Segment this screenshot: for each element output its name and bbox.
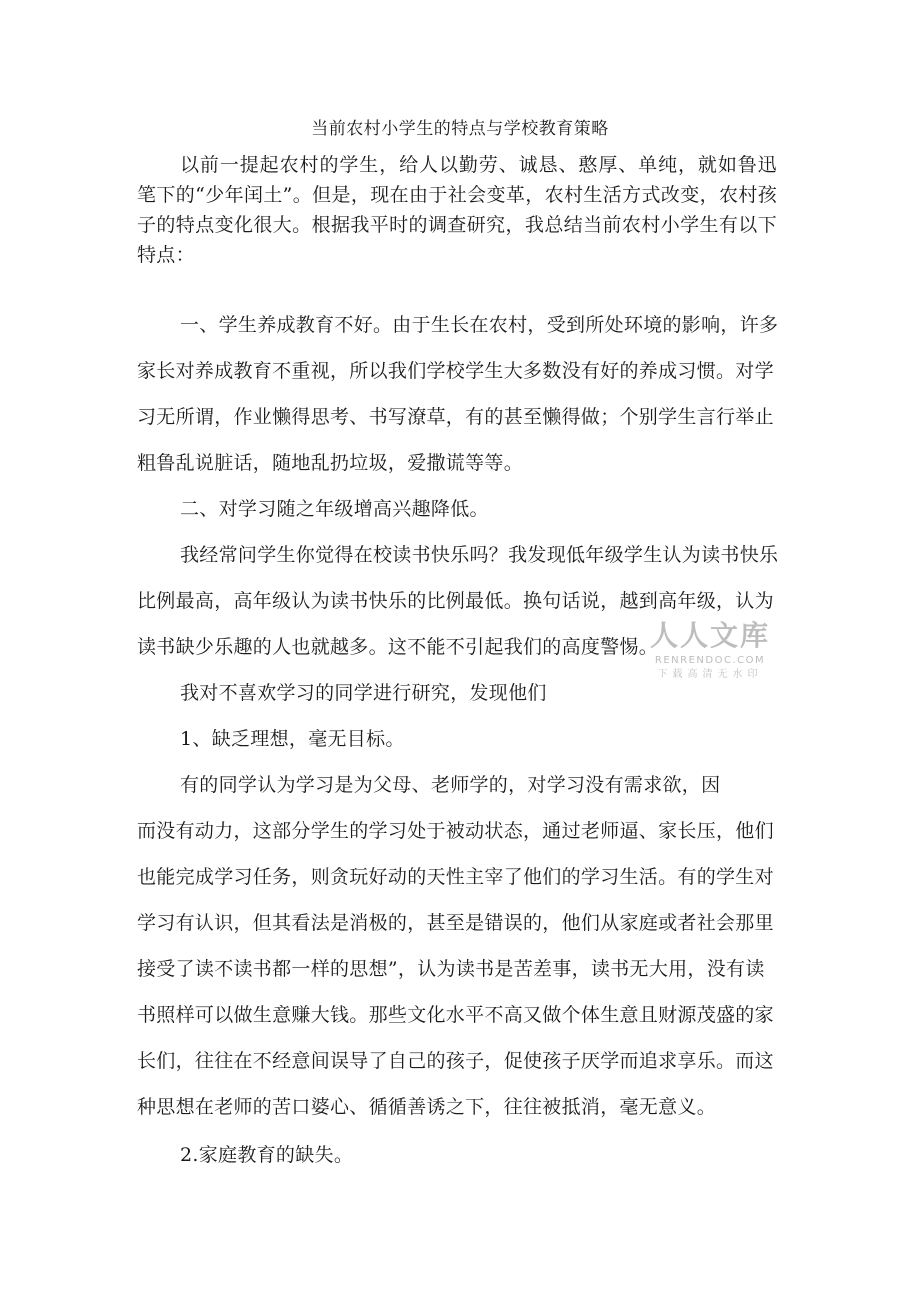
document-title: 当前农村小学生的特点与学校教育策略 xyxy=(311,119,609,139)
text-line: 粗鲁乱说脏话，随地乱扔垃圾，爱撒谎等等。 xyxy=(137,452,524,474)
text-line: 长们，往往在不经意间误导了自己的孩子，促使孩子厌学而追求享乐。而这 xyxy=(137,1050,774,1072)
text-line: 家长对养成教育不重视，所以我们学校学生大多数没有好的养成习惯。对学 xyxy=(137,360,774,382)
subsection-heading: 2.家庭教育的缺失。 xyxy=(180,1144,354,1166)
text-line: 有的同学认为学习是为父母、老师学的，对学习没有需求欲，因 xyxy=(180,774,721,796)
text-line: 学习有认识，但其看法是消极的，甚至是错误的，他们从家庭或者社会那里 xyxy=(137,912,774,934)
text-line: 我经常问学生你觉得在校读书快乐吗？我发现低年级学生认为读书快乐 xyxy=(180,544,779,566)
text-line: 一、学生养成教育不好。由于生长在农村，受到所处环境的影响，许多 xyxy=(180,314,779,336)
watermark-url: RENRENDOC.COM xyxy=(654,655,766,666)
text-line: 我对不喜欢学习的同学进行研究，发现他们 xyxy=(180,682,547,704)
text-line: 种思想在老师的苦口婆心、循循善诱之下，往往被抵消，毫无意义。 xyxy=(137,1096,717,1118)
text-line: 比例最高，高年级认为读书快乐的比例最低。换句话说，越到高年级，认为 xyxy=(137,590,774,612)
text-line: 接受了读不读书都一样的思想”，认为读书是苦差事，读书无大用，没有读 xyxy=(137,958,765,980)
watermark-brand: 人人文库 xyxy=(649,619,770,652)
intro-paragraph: 以前一提起农村的学生，给人以勤劳、诚恳、憨厚、单纯，就如鲁迅笔下的“少年闰土”。但是，现在由于社会变革，农村生活方式改变，农村孩子的特点变化很大。根据我平时的调查研究，我总结当前农村小学生有以下特点： xyxy=(137,154,777,266)
text-line: 而没有动力，这部分学生的学习处于被动状态，通过老师逼、家长压，他们 xyxy=(137,820,774,842)
watermark-tagline: 下载高清无水印 xyxy=(657,669,763,680)
text-line: 读书缺少乐趣的人也就越多。这不能不引起我们的高度警惕。 xyxy=(137,636,659,658)
text-line: 书照样可以做生意赚大钱。那些文化水平不高又做个体生意且财源茂盛的家 xyxy=(137,1004,774,1026)
watermark-logo xyxy=(640,620,780,682)
section-heading: 二、对学习随之年级增高兴趣降低。 xyxy=(180,498,489,520)
subsection-heading: 1、缺乏理想，毫无目标。 xyxy=(180,728,405,750)
text-line: 习无所谓，作业懒得思考、书写潦草，有的甚至懒得做；个别学生言行举止 xyxy=(137,406,774,428)
text-line: 也能完成学习任务，则贪玩好动的天性主宰了他们的学习生活。有的学生对 xyxy=(137,866,774,888)
